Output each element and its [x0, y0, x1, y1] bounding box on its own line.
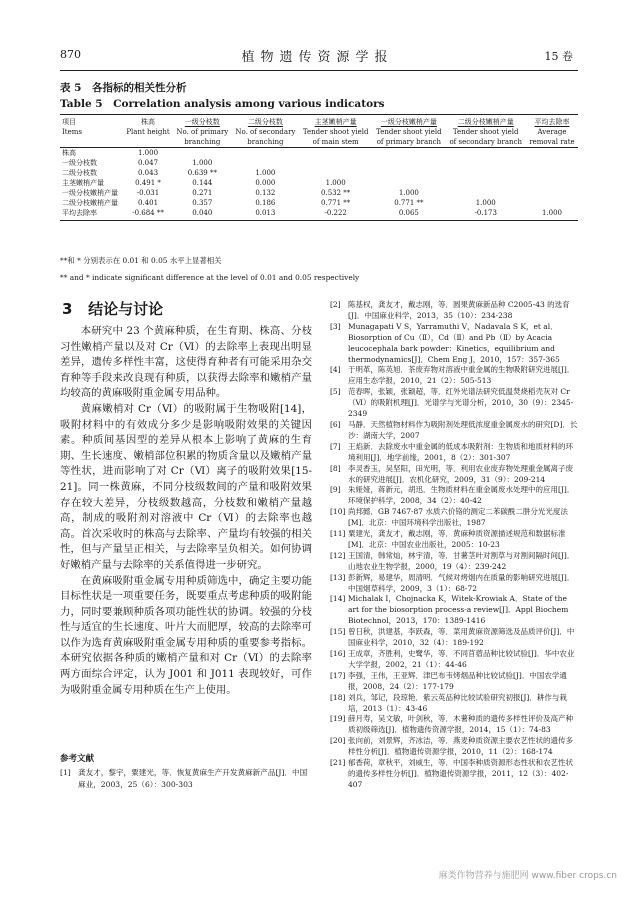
- ref-text: 范春晖，张颖，张颖超，等．红外光谱法研究低温焚烧稻壳灰对 Cr（Ⅵ）的吸附机理[J]．光谱学与光谱分析，2010，30（9）：2345-2349: [348, 387, 574, 419]
- body-text: [60, 324, 312, 698]
- references-heading: 参考文献: [60, 754, 95, 764]
- reference-item: [330, 573, 580, 595]
- ref-number: [10]: [330, 507, 346, 517]
- ref-number: [6]: [330, 419, 341, 429]
- reference-item: [330, 649, 580, 671]
- row-label: 株高: [60, 148, 123, 159]
- col-header-en: of primary branch: [376, 138, 442, 146]
- cell: [526, 158, 578, 168]
- ref-text: 郁香荷，章秋平，刘威生，等．中国李种质资源形态性状和农艺性状的遗传多样性分析[J]．植物遗传资源学报，2011，12（3）：402-407: [348, 758, 573, 789]
- ref-number: [14]: [330, 594, 346, 604]
- ref-text: 朱娅娅，蒋新元，胡迅．生物质材料在重金属废水处理中的应用[J]．环境保护科学，2008，34（2）：40-42: [348, 485, 575, 506]
- cell: [445, 188, 526, 198]
- ref-number: [7]: [330, 441, 341, 451]
- table-row: [60, 208, 578, 221]
- ref-number: [20]: [330, 736, 346, 746]
- col-header-en: of main stem: [312, 138, 359, 146]
- table-row: [60, 188, 578, 198]
- reference-item: [330, 420, 580, 442]
- col-header: 二级分枝数: [232, 115, 299, 128]
- cell: 0.771 **: [394, 199, 424, 207]
- ref-text: 李灵香玉，吴坚阳，田光明，等．利用农业废弃物处理重金属离子废水的研究进展[J]．农机化研究，2009，31（9）：209-214: [348, 463, 573, 484]
- page-number: 870: [60, 48, 81, 61]
- cell: 0.000: [255, 179, 276, 187]
- reference-item: [330, 714, 580, 736]
- reference-list-right: [330, 300, 580, 791]
- section-heading: [62, 298, 163, 319]
- col-header: 主茎嫩梢产量: [299, 115, 372, 128]
- cell: [372, 148, 445, 159]
- row-label: 一级分枝嫩梢产量: [62, 189, 118, 197]
- cell: 0.401: [138, 199, 159, 207]
- ref-number: [21]: [330, 758, 346, 768]
- ref-number: [9]: [330, 485, 341, 495]
- reference-item: [330, 485, 580, 507]
- row-label: 二级分枝数: [62, 169, 97, 177]
- paragraph: 黄麻嫩梢对 Cr（Ⅵ）的吸附属于生物吸附[14]，吸附材料中的有效成分多少是影响吸附效果的关键因素。种质间基因型的差异从根本上影响了黄麻的生育期、生长速度、嫩梢部位积累的物质含量以及嫩梢产量等性状，进而影响了对 Cr（Ⅵ）离子的吸附效果[15-21]。同一株黄麻，不同分枝级数间的产量和吸附效果存在较大差异，分枝级数越高，分枝数和嫩梢产量越高，制成的吸附剂对溶液中 Cr（Ⅵ）的去除率也越高。首次采收时的株高与去除率、产量均有较强的相关性，但与产量呈正相关，与去除率呈负相关。如何协调好嫩梢产量与去除率的关系值得进一步研究。: [60, 402, 312, 571]
- ref-number: [3]: [330, 321, 341, 331]
- col-header: 平均去除率: [526, 115, 578, 128]
- table-row: [60, 178, 578, 188]
- cell: 0.144: [192, 179, 213, 187]
- header-rule: [60, 70, 578, 71]
- paragraph: 在黄麻吸附重金属专用种质筛选中，确定主要功能目标性状是一项重要任务，既要重点考虑种质的吸附能力，同时要兼顾种质各项功能性状的协调。较强的分枝性与适宜的生长速度、叶片大而肥厚，较高的去除率可以作为选育黄麻吸附重金属专用种质的重要参考指标。本研究依据各种质的嫩梢产量和对 Cr（Ⅵ）的去除率两方面综合评定，认为 J001 和 J011 表现较好，可作为吸附重金属专用种质在生产上使用。: [60, 574, 312, 696]
- cell: [372, 158, 445, 168]
- table-header-row-en1: [60, 127, 578, 137]
- reference-item: [330, 464, 580, 486]
- ref-text: 李强，王伟，王亚辉．津巴布韦烤烟品种比较试验[J]．中国农学通报，2008，24（2）：177-179: [348, 670, 567, 691]
- cell: -0.173: [445, 208, 526, 221]
- ref-number: [8]: [330, 463, 341, 473]
- cell: 0.047: [138, 159, 159, 167]
- ref-text: 彭新辉，易建华，周清明．气候对烤烟内在质量的影响研究进展[J]．中国烟草科学，2009，3（1）：68-72: [348, 572, 575, 593]
- ref-text: 马静．天然植物材料作为吸附剂处理低浓度重金属废水的研究[D]．长沙：湖南大学，2007: [348, 419, 578, 440]
- col-header-en: No. of primary: [176, 128, 229, 136]
- correlation-table: [60, 114, 578, 221]
- table-row: [60, 158, 578, 168]
- reference-item: [330, 442, 580, 464]
- reference-item: [330, 693, 580, 715]
- cell: 0.013: [232, 208, 299, 221]
- col-header-en: No. of secondary: [235, 128, 296, 136]
- reference-item: [330, 365, 580, 387]
- col-header-en: Plant height: [126, 128, 170, 136]
- section-title: 结论与讨论: [88, 300, 164, 318]
- ref-number: [18]: [330, 692, 346, 702]
- col-header-en: of secondary branch: [449, 138, 522, 146]
- reference-item: [330, 671, 580, 693]
- table-row: [60, 198, 578, 208]
- ref-number: [1]: [60, 768, 71, 777]
- cell: [232, 158, 299, 168]
- cell: 1.000: [475, 199, 496, 207]
- reference-list-left: [60, 767, 312, 790]
- ref-number: [16]: [330, 649, 346, 658]
- ref-number: [4]: [330, 365, 341, 375]
- cell: 0.532 **: [321, 189, 351, 197]
- ref-text: 粟建光，龚友才，戴志刚，等．黄麻种质资源描述规范和数据标准[M]．北京：中国农业出版社，2005：10-23: [348, 529, 566, 549]
- paragraph: 本研究中 23 个黄麻种质，在生育期、株高、分枝习性嫩梢产量以及对 Cr（Ⅵ）的去除率上表现出明显差异，遗传多样性丰富，这使得育种者有可能采用杂交育种等手段来改良现有种质，以获得去除率和嫩梢产量均较高的黄麻吸附重金属专用品种。: [60, 325, 312, 400]
- col-header: 项目: [60, 115, 123, 128]
- cell: -0.684 **: [123, 208, 173, 221]
- cell: [372, 168, 445, 178]
- cell: 1.000: [255, 169, 276, 177]
- reference-item: [330, 322, 580, 366]
- table-header-row-cn: [60, 115, 578, 128]
- ref-text: 龚友才，黎宇，粟建光，等．恢复黄麻生产开发黄麻新产品[J]．中国麻业，2003，25（6）：300-303: [78, 768, 308, 789]
- table-note-cn: **和 * 分别表示在 0.01 和 0.05 水平上显著相关: [60, 256, 222, 265]
- cell: [526, 178, 578, 188]
- reference-item: [330, 387, 580, 420]
- row-label: 主茎嫩梢产量: [62, 179, 104, 187]
- cell: [173, 148, 232, 159]
- reference-item: [330, 529, 580, 551]
- reference-item: [330, 551, 580, 573]
- col-header-en: Tender shoot yield: [452, 128, 519, 136]
- ref-number: [19]: [330, 714, 346, 724]
- table-caption-cn: 表 5 各指标的相关性分析: [60, 82, 187, 94]
- ref-number: [17]: [330, 670, 346, 680]
- cell: 0.186: [255, 199, 276, 207]
- table-note-en: ** and * indicate significant difference at the level of 0.01 and 0.05 respectively: [60, 273, 360, 282]
- cell: [445, 158, 526, 168]
- cell: 1.000: [526, 208, 578, 221]
- col-header-en: removal rate: [529, 138, 575, 146]
- ref-text: 于明革，陈英旭．茶废弃物对溶液中重金属的生物吸附研究进展[J]．应用生态学报，2010，21（2）：505-513: [348, 365, 575, 386]
- cell: [299, 148, 372, 159]
- cell: 0.491 *: [135, 179, 161, 187]
- table-header-row-en2: [60, 137, 578, 148]
- reference-item: [60, 767, 312, 790]
- ref-number: [15]: [330, 627, 346, 637]
- row-label: 平均去除率: [60, 208, 123, 221]
- reference-item: [330, 736, 580, 758]
- cell: [299, 168, 372, 178]
- ref-text: 刘兵，邹记，段琼艳．紫云英品种比较试验研究初报[J]．耕作与栽培，2013（1）：43-46: [348, 692, 567, 713]
- ref-text: 王焰新．去除废水中重金属的低成本吸附剂：生物质和地质材料的环境利用[J]．地学前缘，2001，8（2）：301-307: [348, 441, 573, 462]
- journal-title: 植物遗传资源学报: [241, 50, 394, 65]
- cell: 0.040: [173, 208, 232, 221]
- cell: [526, 168, 578, 178]
- ref-text: 薛月寿，吴文敏，叶剑秋，等．木薯种质的遗传多样性评价及高产种质初级筛选[J]．植物遗传资源学报，2014，15（1）：74-83: [348, 714, 573, 735]
- cell: -0.031: [136, 189, 160, 197]
- cell: 1.000: [123, 148, 173, 159]
- table-caption-en: Table 5 Correlation analysis among various indicators: [60, 98, 385, 110]
- cell: [232, 148, 299, 159]
- ref-text: 张向前，刘景辉，齐冰洁，等．燕麦种质资源主要农艺性状的遗传多样性分析[J]．植物遗传资源学报，2010，11（2）：168-174: [348, 736, 573, 757]
- reference-item: [330, 594, 580, 627]
- table-row: [60, 148, 578, 159]
- ref-text: 陈基权，龚友才，戴志刚，等．圆果黄麻新品种 C2005-43 的选育[J]．中国麻业科学，2013，35（10）：234-238: [348, 300, 570, 320]
- cell: 0.639 **: [187, 169, 217, 177]
- ref-text: 曾日秋，洪建基，李跃森，等．菜用黄麻资源筛选及品质评价[J]．中国麻业科学，2010，32（4）：189-192: [348, 627, 575, 648]
- cell: 0.357: [192, 199, 213, 207]
- ref-text: Michalak I，Chojnacka K，Witek-Krowiak A．State of the art for the biosorption process-a review[J]．Appl Biochem Biotechnol，2013，170：1389-1416: [348, 594, 569, 626]
- cell: -0.222: [299, 208, 372, 221]
- cell: 0.065: [372, 208, 445, 221]
- ref-number: [13]: [330, 572, 346, 582]
- ref-number: [2]: [330, 300, 341, 309]
- cell: 0.771 **: [321, 199, 351, 207]
- cell: 0.043: [138, 169, 159, 177]
- ref-text: 王国清，韩常灿，林宇清，等．甘薯茎叶对割草与对割间隔时间[J]．山地农业生物学报，2000，19（4）：239-242: [348, 550, 575, 571]
- ref-text: Munagapati V S，Yarramuthi V，Nadavala S K，et al．Biosorption of Cu（Ⅱ），Cd（Ⅱ）and Pb（Ⅱ）by Acacia leucocephala bark powder：Kinetics，equilibrium and thermodynamics[J]．Chem Eng J，2010，157：357-365: [348, 321, 560, 364]
- reference-item: [330, 758, 580, 791]
- cell: 0.132: [255, 189, 276, 197]
- col-header-en: Tender shoot yield: [376, 128, 442, 136]
- col-header: 一级分枝嫩梢产量: [372, 115, 445, 128]
- volume-label: 15 卷: [544, 50, 573, 63]
- cell: [445, 168, 526, 178]
- cell: [299, 158, 372, 168]
- cell: [526, 188, 578, 198]
- ref-number: [11]: [330, 529, 346, 539]
- page-header: [0, 46, 635, 66]
- reference-item: [330, 627, 580, 649]
- col-header-en: Average: [537, 128, 567, 136]
- table-row: [60, 168, 578, 178]
- cell: [526, 198, 578, 208]
- ref-text: 王成章，齐胜利，史鹭华，等．不同苜蓿品种比较试验[J]．华中农业大学学报，2002，21（1）：44-46: [348, 649, 575, 669]
- cell: 1.000: [192, 159, 213, 167]
- row-label: 二级分枝嫩梢产量: [62, 199, 118, 207]
- col-header-en: branching: [184, 138, 221, 146]
- reference-item: [330, 507, 580, 529]
- cell: 1.000: [325, 179, 346, 187]
- ref-number: [5]: [330, 387, 341, 397]
- cell: 1.000: [398, 189, 419, 197]
- section-number: 3: [62, 300, 73, 318]
- ref-number: [12]: [330, 550, 346, 560]
- cell: [526, 148, 578, 159]
- col-header: 二级分枝嫩梢产量: [445, 115, 526, 128]
- cell: 0.271: [192, 189, 213, 197]
- watermark: 麻类作物营养与施肥网 www.fiber crops.cn: [438, 871, 617, 881]
- cell: [372, 178, 445, 188]
- col-header-en: branching: [247, 138, 284, 146]
- ref-text: 尚邦懿．GB 7467-87 水质六价铬的测定二苯碳酰二肼分光光度法[M]．北京：中国环境科学出版社，1987: [348, 507, 568, 528]
- cell: [445, 148, 526, 159]
- cell: [445, 178, 526, 188]
- col-header: 株高: [123, 115, 173, 128]
- col-header-en: Tender shoot yield: [302, 128, 369, 136]
- reference-item: [330, 300, 580, 322]
- row-label: 一级分枝数: [62, 159, 97, 167]
- col-header: 一级分枝数: [173, 115, 232, 128]
- col-header-en: Items: [62, 128, 82, 136]
